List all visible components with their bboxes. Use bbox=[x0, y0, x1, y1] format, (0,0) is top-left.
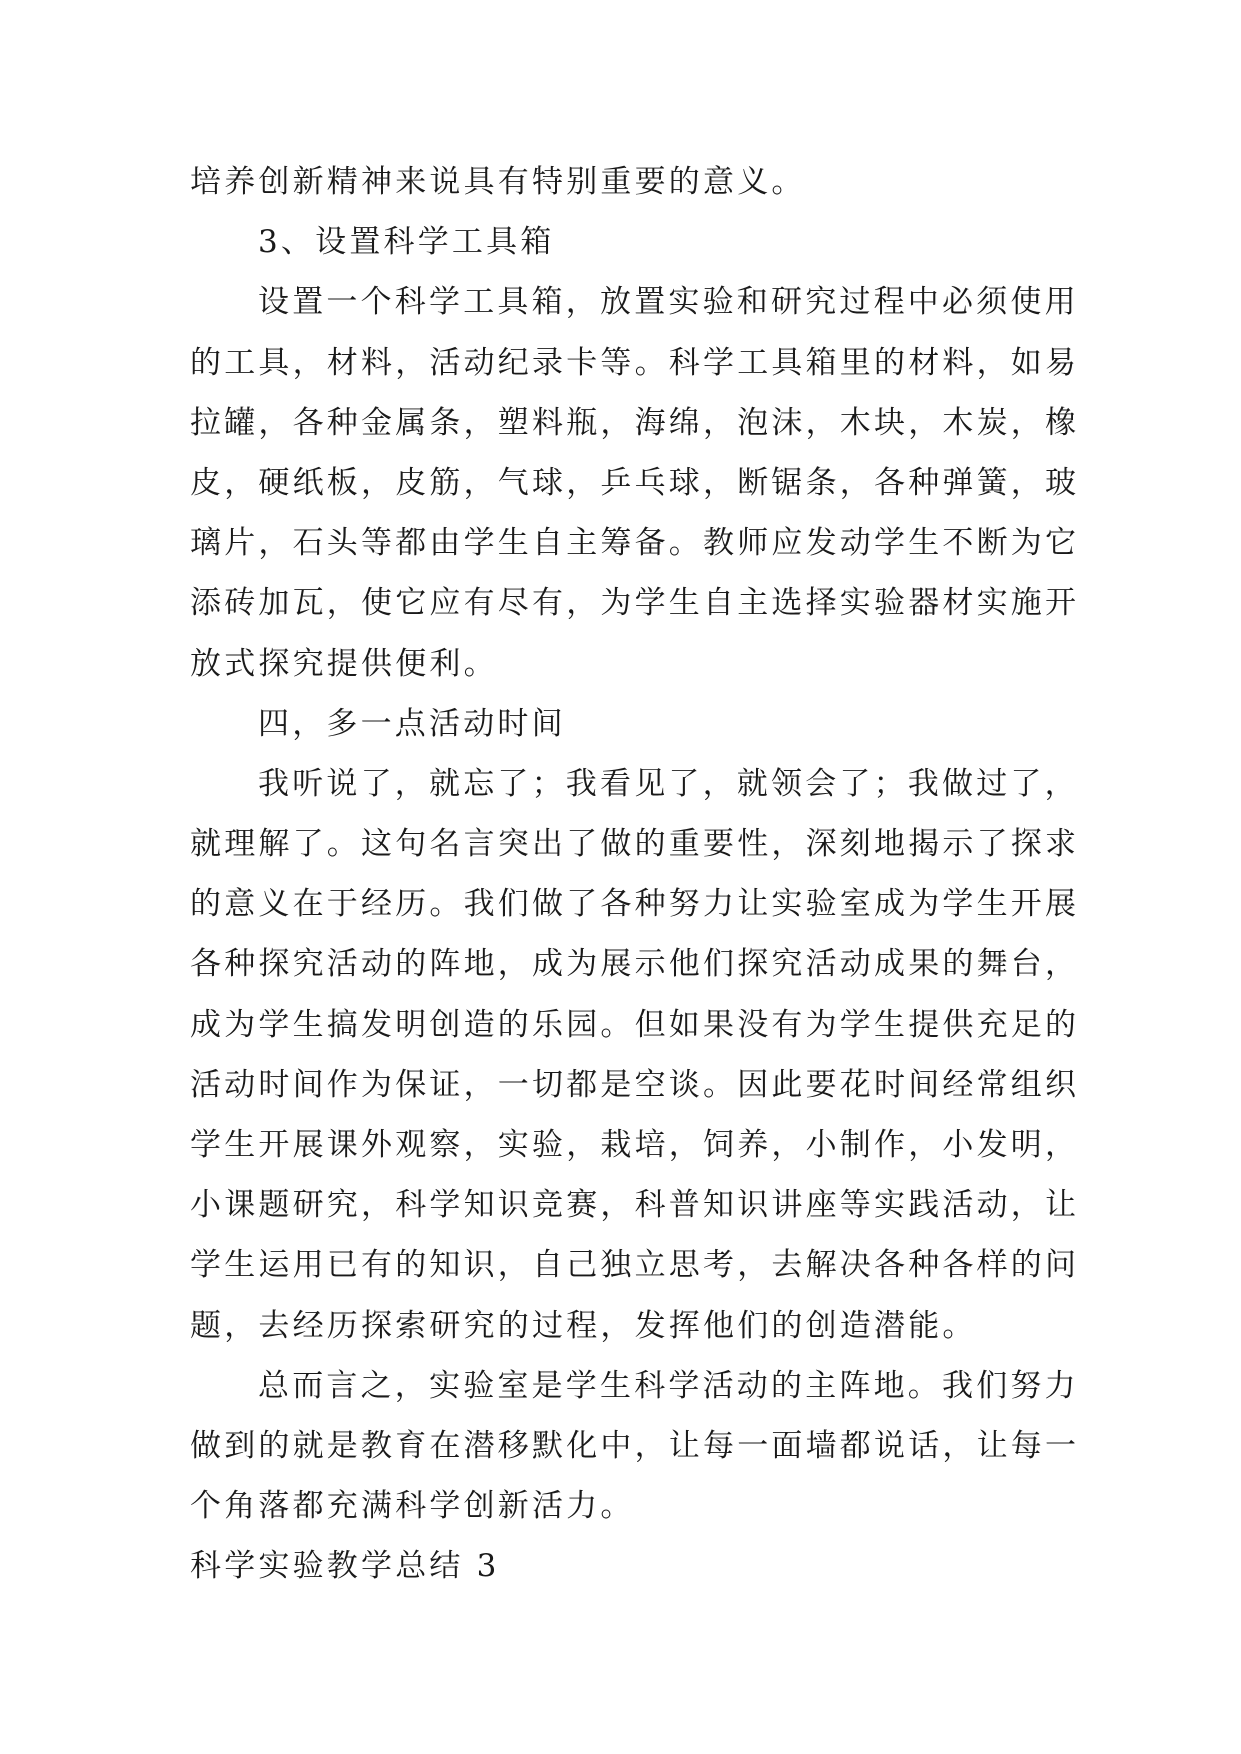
text-line: 皮，硬纸板，皮筋，气球，乒乓球，断锯条，各种弹簧，玻 bbox=[190, 464, 1080, 501]
text-line: 做到的就是教育在潜移默化中，让每一面墙都说话，让每一 bbox=[190, 1427, 1080, 1464]
text-line: 各种探究活动的阵地，成为展示他们探究活动成果的舞台， bbox=[190, 946, 1080, 983]
text-line: 的意义在于经历。我们做了各种努力让实验室成为学生开展 bbox=[190, 886, 1080, 923]
text-line: 放式探究提供便利。 bbox=[190, 645, 498, 682]
text-line: 小课题研究，科学知识竞赛，科普知识讲座等实践活动，让 bbox=[190, 1187, 1080, 1224]
text-line: 培养创新精神来说具有特别重要的意义。 bbox=[190, 164, 806, 200]
text-line: 总而言之，实验室是学生科学活动的主阵地。我们努力 bbox=[258, 1367, 1079, 1404]
document-body bbox=[190, 152, 1080, 1597]
text-line: 拉罐，各种金属条，塑料瓶，海绵，泡沫，木块，木炭，橡 bbox=[190, 404, 1080, 441]
text-line: 学生运用已有的知识，自己独立思考，去解决各种各样的问 bbox=[190, 1247, 1080, 1284]
text-line: 的工具，材料，活动纪录卡等。科学工具箱里的材料，如易 bbox=[190, 344, 1080, 381]
text-line: 个角落都充满科学创新活力。 bbox=[190, 1488, 635, 1525]
text-line: 题，去经历探索研究的过程，发挥他们的创造潜能。 bbox=[190, 1307, 977, 1344]
section-heading: 四，多一点活动时间 bbox=[258, 705, 566, 742]
text-line: 成为学生搞发明创造的乐园。但如果没有为学生提供充足的 bbox=[190, 1006, 1080, 1043]
text-line: 璃片，石头等都由学生自主筹备。教师应发动学生不断为它 bbox=[190, 525, 1080, 562]
text-line: 设置一个科学工具箱，放置实验和研究过程中必须使用 bbox=[258, 284, 1079, 321]
text-line: 活动时间作为保证，一切都是空谈。因此要花时间经常组织 bbox=[190, 1066, 1080, 1103]
document-title: 科学实验教学总结 3 bbox=[190, 1548, 500, 1585]
text-line: 学生开展课外观察，实验，栽培，饲养，小制作，小发明， bbox=[190, 1127, 1080, 1163]
text-line: 就理解了。这句名言突出了做的重要性，深刻地揭示了探求 bbox=[190, 826, 1080, 863]
text-line: 我听说了，就忘了；我看见了，就领会了；我做过了， bbox=[258, 765, 1079, 802]
section-heading: 3、设置科学工具箱 bbox=[258, 224, 555, 261]
text-line: 添砖加瓦，使它应有尽有，为学生自主选择实验器材实施开 bbox=[190, 585, 1080, 622]
